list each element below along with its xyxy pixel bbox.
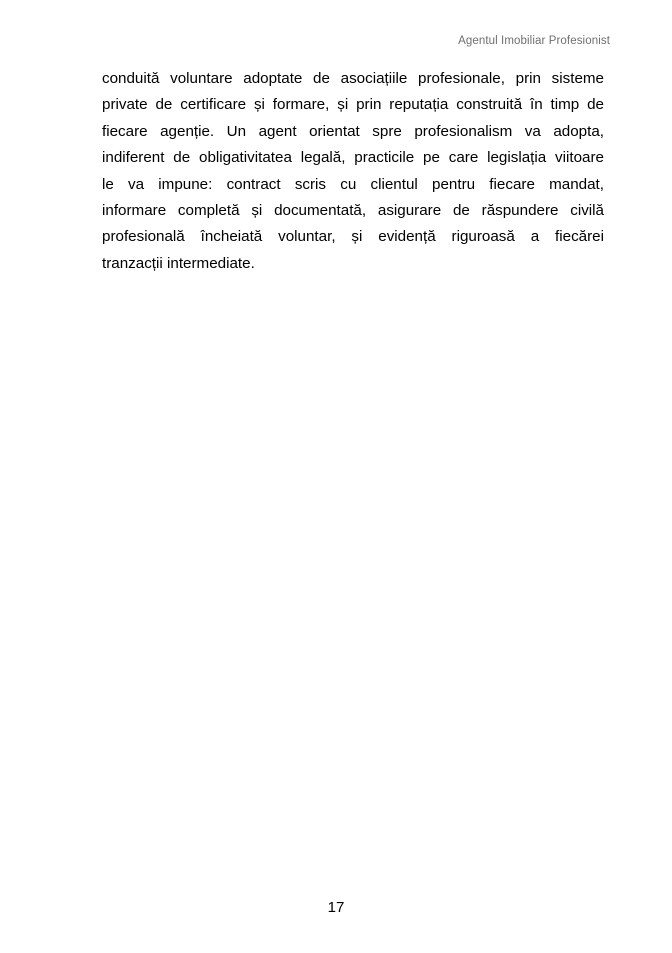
running-header: Agentul Imobiliar Profesionist (458, 35, 610, 47)
page-number: 17 (327, 899, 345, 916)
body-paragraph (102, 66, 604, 277)
paragraph-line: profesională încheiată voluntar, și evidență riguroasă a fiecărei (102, 228, 604, 246)
paragraph-line: informare completă și documentată, asigurare de răspundere civilă (102, 202, 604, 220)
paragraph-line: indiferent de obligativitatea legală, practicile pe care legislația viitoare (102, 149, 604, 167)
paragraph-line: private de certificare și formare, și prin reputația construită în timp de (102, 96, 604, 114)
paragraph-line: tranzacții intermediate. (102, 254, 255, 272)
paragraph-line: le va impune: contract scris cu clientul pentru fiecare mandat, (102, 175, 604, 193)
paragraph-line: conduită voluntare adoptate de asociațiile profesionale, prin sisteme (102, 70, 604, 87)
paragraph-line: fiecare agenție. Un agent orientat spre profesionalism va adopta, (102, 122, 604, 140)
